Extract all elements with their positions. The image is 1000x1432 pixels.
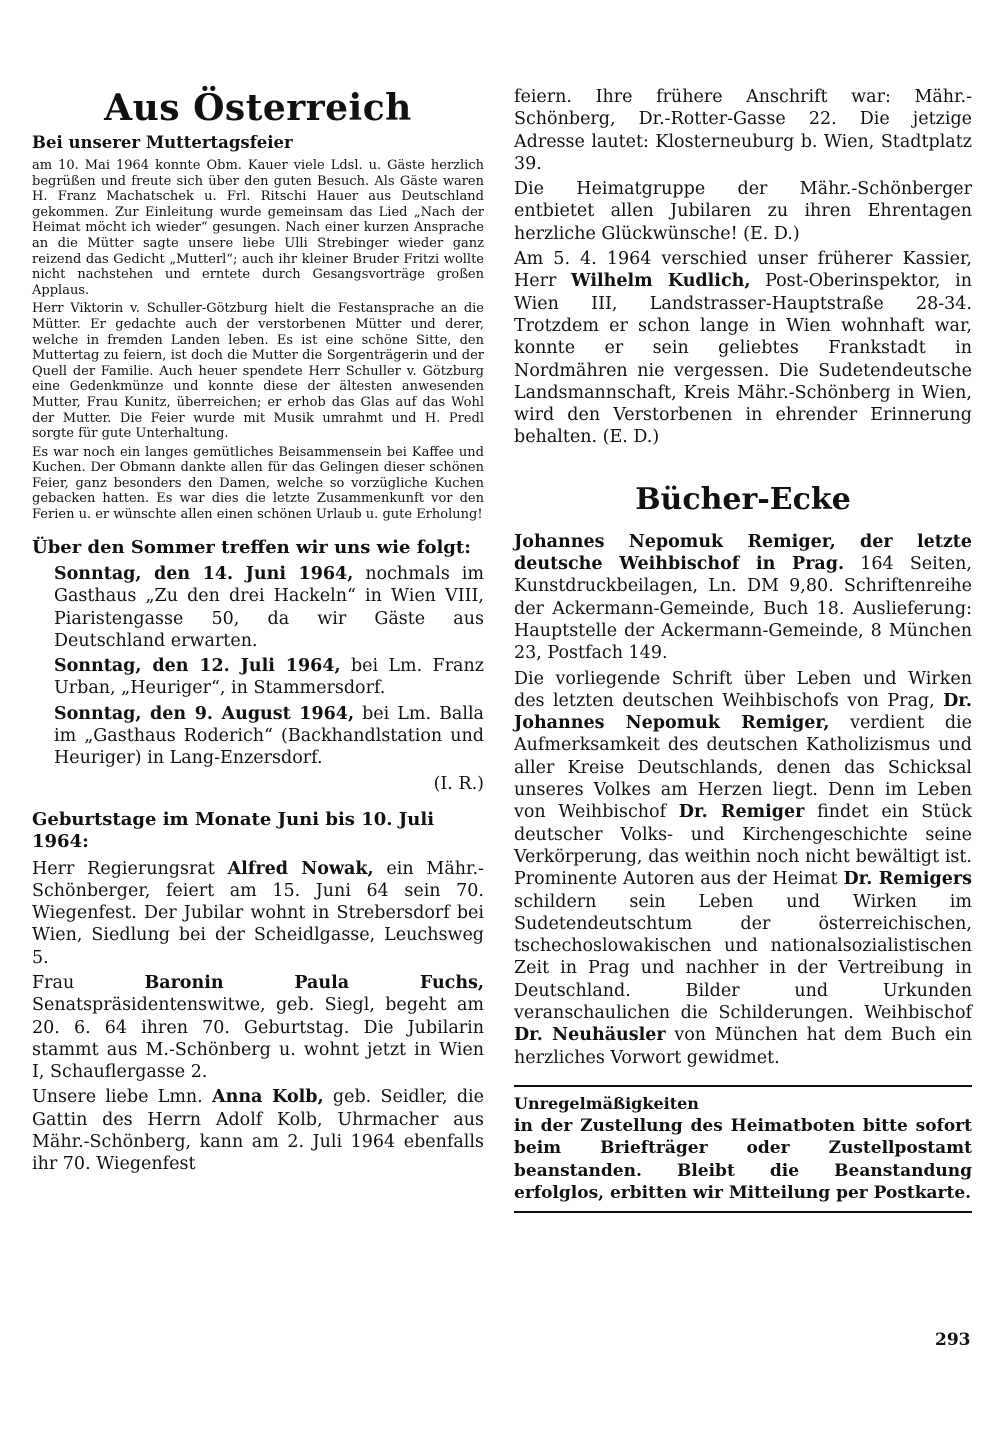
- birthdays-heading: Geburtstage im Monate Juni bis 10. Juli 1964:: [32, 808, 435, 853]
- meeting-entry: Sonntag, den 14. Juni 1964, nochmals im Gasthaus „Zu den drei Hackeln“ in Wien VIII, Piaristengasse 50, da wir Gäste aus Deutschland erwarten.: [54, 563, 484, 651]
- summer-meetings-heading: Über den Sommer treffen wir uns wie folgt:: [32, 536, 471, 558]
- right-column: [514, 86, 972, 1213]
- left-column: [32, 86, 484, 1176]
- delivery-notice: [514, 1085, 972, 1213]
- mothers-day-heading: Bei unserer Muttertagsfeier: [32, 133, 293, 152]
- summer-meetings-list: [32, 563, 484, 795]
- page-number: 293: [935, 1330, 971, 1350]
- continued-article: [514, 86, 972, 449]
- review-paragraph: Die vorliegende Schrift über Leben und Wirken des letzten deutschen Weihbischofs von Prag, Dr. Johannes Nepomuk Remiger, verdient die Aufmerksamkeit des deutschen Katholizismus und aller Kreise Deutschlands, denen das Schicksal unseres Volkes am Herzen liegt. Denn im Leben von Weihbischof Dr. Remiger findet ein Stück deutscher Volks- und Kirchengeschichte seine Verkörperung, das weithin noch nicht bewältigt ist. Prominente Autoren aus der Heimat Dr. Remigers schildern sein Leben und Wirken im Sudetendeutschtum der österreichischen, tschechoslowakischen und nationalsozialistischen Zeit in Prag und nachher in der Vertreibung in Deutschland. Bilder und Urkunden veranschaulichen die Schilderungen. Weihbischof Dr. Neuhäusler von München hat dem Buch ein herzliches Vorwort gewidmet.: [514, 668, 972, 1068]
- article-paragraph: Es war noch ein langes gemütliches Beisammensein bei Kaffee und Kuchen. Der Obmann dankte allen für das Gelingen dieser schönen Feier, ganz besonders den Damen, welche so vorzügliche Kuchen gebacken hatten. Es war dies die letzte Zusammenkunft vor den Ferien u. er wünschte allen einen schönen Urlaub u. gute Erholung!: [32, 444, 484, 523]
- article-paragraph: Herr Viktorin v. Schuller-Götzburg hielt die Festansprache an die Mütter. Er gedachte auch der verstorbenen Mütter und derer, welche in fremden Landen leben. Es ist eine schöne Sitte, den Muttertag zu feiern, ist doch die Mutter die Sorgenträgerin und der Quell der Familie. Auch heuer spendete Herr Schuller v. Götzburg eine Gedenkmünze und konnte diese der ältesten anwesenden Mutter, Frau Kunitz, überreichen; er erhob das Glas auf das Wohl der Mutter. Die Feier wurde mit Musik umrahmt und H. Predl sorgte für gute Unterhaltung.: [32, 301, 484, 442]
- obituary-paragraph: Am 5. 4. 1964 verschied unser früherer Kassier, Herr Wilhelm Kudlich, Post-Oberinspektor, in Wien III, Landstrasser-Hauptstraße 28-34. Trotzdem er schon lange in Wien wohnhaft war, konnte er sein geliebtes Frankstadt in Nordmähren nie vergessen. Die Sudetendeutsche Landsmannschaft, Kreis Mähr.-Schönberg in Wien, wird den Verstorbenen in ehrender Erinnerung behalten. (E. D.): [514, 249, 972, 448]
- birthday-paragraph: Herr Regierungsrat Alfred Nowak, ein Mähr.-Schönberger, feiert am 15. Juni 64 sein 70. Wiegenfest. Der Jubilar wohnt in Strebersdorf bei Wien, Siedlung bei der Scheidlgasse, Leuchsweg 5.: [32, 858, 484, 968]
- book-citation: Johannes Nepomuk Remiger, der letzte deutsche Weihbischof in Prag. 164 Seiten, Kunstdruckbeilagen, Ln. DM 9,80. Schriftenreihe der Ackermann-Gemeinde, Buch 18. Auslieferung: Hauptstelle der Ackermann-Gemeinde, 8 München 23, Postfach 149.: [514, 531, 972, 664]
- birthday-paragraph: Frau Baronin Paula Fuchs, Senatspräsidentenswitwe, geb. Siegl, begeht am 20. 6. 64 ihren 70. Geburtstag. Die Jubilarin stammt aus M.-Schönberg u. wohnt jetzt in Wien I, Schauflergasse 2.: [32, 973, 484, 1083]
- book-corner-title: Bücher-Ecke: [635, 481, 851, 517]
- section-title-austria: Aus Österreich: [104, 87, 412, 129]
- meeting-entry: Sonntag, den 12. Juli 1964, bei Lm. Franz Urban, „Heuriger“, in Stammersdorf.: [54, 656, 484, 699]
- mothers-day-article: [32, 158, 484, 523]
- notice-heading: Unregelmäßigkeiten: [514, 1093, 699, 1113]
- notice-text: in der Zustellung des Heimatboten bitte sofort beim Briefträger oder Zustellpostamt beanstanden. Bleibt die Beanstandung erfolglos, erbitten wir Mitteilung per Postkarte.: [514, 1115, 972, 1204]
- author-signature: (I. R.): [433, 773, 484, 794]
- birthdays-article: [32, 858, 484, 1176]
- article-paragraph: Die Heimatgruppe der Mähr.-Schönberger entbietet allen Jubilaren zu ihren Ehrentagen herzliche Glückwünsche! (E. D.): [514, 179, 972, 244]
- birthday-paragraph: Unsere liebe Lmn. Anna Kolb, geb. Seidler, die Gattin des Herrn Adolf Kolb, Uhrmacher aus Mähr.-Schönberg, kann am 2. Juli 1964 ebenfalls ihr 70. Wiegenfest: [32, 1087, 484, 1175]
- book-review: [514, 531, 972, 1069]
- article-paragraph: feiern. Ihre frühere Anschrift war: Mähr.-Schönberg, Dr.-Rotter-Gasse 22. Die jetzige Adresse lautet: Klosterneuburg b. Wien, Stadtplatz 39.: [514, 87, 972, 174]
- meeting-entry: Sonntag, den 9. August 1964, bei Lm. Balla im „Gasthaus Roderich“ (Backhandlstation und Heuriger) in Lang-Enzersdorf.: [54, 703, 484, 769]
- article-paragraph: am 10. Mai 1964 konnte Obm. Kauer viele Ldsl. u. Gäste herzlich begrüßen und freute sich über den guten Besuch. Als Gäste waren H. Franz Machatschek u. Frl. Ritschi Hauer aus Deutschland gekommen. Zur Einleitung wurde gemeinsam das Lied „Nach der Heimat möcht ich wieder“ gesungen. Nach einer kurzen Ansprache an die Mütter sagte unsere liebe Ulli Strebinger wieder ganz reizend das Gedicht „Mutterl“; auch ihr kleiner Bruder Fritzi wollte nicht nachstehen und erntete durch Gesangsvorträge großen Applaus.: [32, 158, 484, 298]
